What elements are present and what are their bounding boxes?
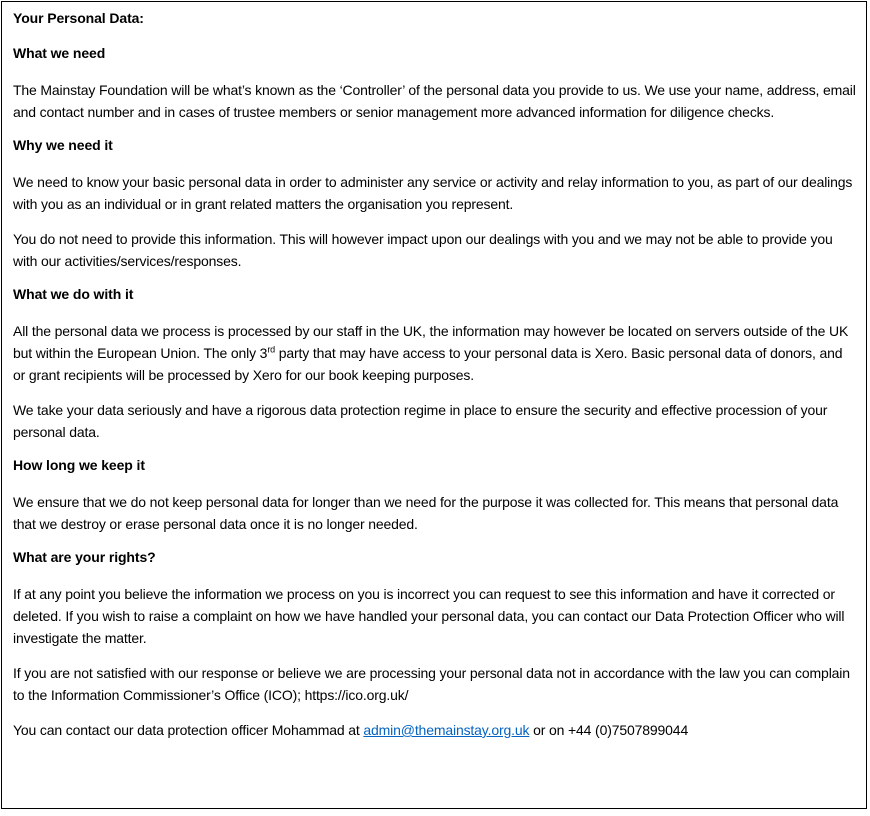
paragraph-do-2: We take your data seriously and have a rigorous data protection regime in place to ensure the security and effective procession of your personal data. (13, 402, 828, 440)
paragraph-do-1-start: All the personal data we process is processed by our staff in the UK, the information may however be located on servers outside of the UK but within the European Union. The only 3 (13, 323, 849, 361)
paragraph-contact (13, 719, 856, 741)
heading-your-rights: What are your rights? (13, 549, 156, 565)
heading-what-we-need: What we need (13, 45, 106, 61)
heading-what-we-do: What we do with it (13, 286, 134, 302)
ordinal-superscript: rd (267, 344, 276, 355)
paragraph-do-1 (13, 320, 856, 386)
paragraph-why-2: You do not need to provide this information. This will however impact upon our dealings with you and we may not be able to provide you with our activities/services/responses. (13, 231, 833, 269)
paragraph-rights-2: If you are not satisfied with our response or believe we are processing your personal data not in accordance with the law you can complain to the Information Commissioner’s Office (ICO); https://ico.org.uk/ (13, 665, 850, 703)
paragraph-do-1-end: party that may have access to your personal data is Xero. Basic personal data of donors, and or grant recipients will be processed by Xero for our book keeping purposes. (13, 345, 843, 383)
paragraph-what-we-need: The Mainstay Foundation will be what’s known as the ‘Controller’ of the personal data you provide to us. We use your name, address, email and contact number and in cases of trustee members or senior management more advanced information for diligence checks. (13, 82, 856, 120)
paragraph-keep: We ensure that we do not keep personal data for longer than we need for the purpose it was collected for. This means that personal data that we destroy or erase personal data once it is no longer needed. (13, 494, 839, 532)
contact-text-end: or on +44 (0)7507899044 (529, 722, 689, 738)
paragraph-why-1: We need to know your basic personal data in order to administer any service or activity and relay information to you, as part of our dealings with you as an individual or in grant related matters the organisation you represent. (13, 174, 853, 212)
heading-how-long: How long we keep it (13, 457, 145, 473)
document-frame (1, 1, 867, 809)
document-title: Your Personal Data: (13, 10, 144, 26)
paragraph-rights-1: If at any point you believe the information we process on you is incorrect you can request to see this information and have it corrected or deleted. If you wish to raise a complaint on how we have handled your personal data, you can contact our Data Protection Officer who will investigate the matter. (13, 586, 845, 646)
heading-why-we-need-it: Why we need it (13, 137, 113, 153)
contact-text-start: You can contact our data protection officer Mohammad at (13, 722, 364, 738)
email-link[interactable]: admin@themainstay.org.uk (363, 722, 530, 738)
